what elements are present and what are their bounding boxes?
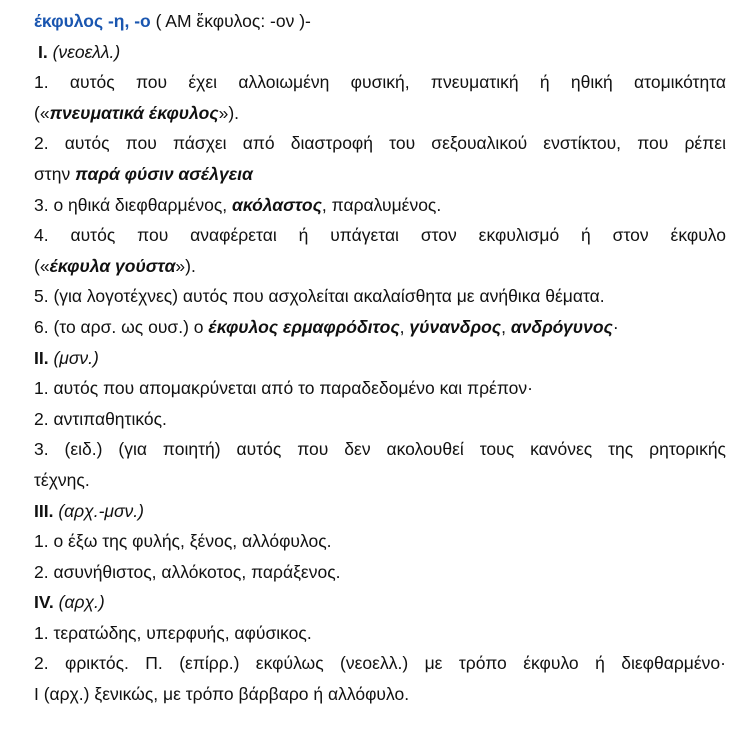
section-number: I. [38, 41, 48, 62]
definition-line [34, 251, 726, 282]
section-heading-3 [34, 496, 726, 527]
quote-close: »). [175, 255, 196, 276]
example-term: πνευματικά έκφυλος [49, 102, 219, 123]
definition-line: τέχνης. [34, 469, 90, 490]
example-term: ανδρόγυνος [510, 316, 613, 337]
example-term: παρά φύσιν ασέλγεια [75, 163, 253, 184]
entry-header [34, 6, 726, 37]
definition-line: 1. τερατώδης, υπερφυής, αφύσικος. [34, 622, 312, 643]
definition-line [34, 98, 726, 129]
example-term: έκφυλος ερμαφρόδιτος [208, 316, 400, 337]
definition-line: 2. ασυνήθιστος, αλλόκοτος, παράξενος. [34, 561, 341, 582]
definition-line: 1. ο έξω της φυλής, ξένος, αλλόφυλος. [34, 531, 332, 552]
separator: , [399, 316, 410, 337]
definition-line: 2. αντιπαθητικός. [34, 408, 167, 429]
section-label: (αρχ.) [58, 592, 105, 613]
definition-line: 2. αυτός που πάσχει από διαστροφή του σεξουαλικού ενστίκτου, που ρέπει [34, 133, 726, 154]
definition-text: 6. (το αρσ. ως ουσ.) ο [34, 316, 209, 337]
separator: · [612, 316, 619, 337]
definition-line: 5. (για λογοτέχνες) αυτός που ασχολείται ακαλαίσθητα με ανήθικα θέματα. [34, 286, 605, 307]
definition-text: στην [34, 163, 76, 184]
definition-line [34, 312, 726, 343]
entry-forms: ( ΑΜ ἔκφυλος: -ον )- [150, 11, 311, 31]
definition-line: 3. (ειδ.) (για ποιητή) αυτός που δεν ακολουθεί τους κανόνες της ρητορικής [34, 439, 726, 460]
quote-open: (« [34, 102, 50, 123]
section-heading-1 [34, 37, 726, 68]
example-term: έκφυλα γούστα [49, 255, 176, 276]
separator: , [501, 316, 511, 337]
section-number: III. [34, 500, 54, 521]
definition-line: Ι (αρχ.) ξενικώς, με τρόπο βάρβαρο ή αλλόφυλο. [34, 684, 410, 705]
definition-line: 4. αυτός που αναφέρεται ή υπάγεται στον εκφυλισμό ή στον έκφυλο [34, 225, 726, 246]
section-number: IV. [34, 592, 54, 613]
definition-line: 2. φρικτός. Π. (επίρρ.) εκφύλως (νεοελλ.) με τρόπο έκφυλο ή διεφθαρμένο· [34, 653, 726, 674]
section-label: (νεοελλ.) [52, 41, 121, 62]
section-heading-2 [34, 343, 726, 374]
quote-open: (« [34, 255, 50, 276]
definition-line [34, 159, 726, 190]
headword: έκφυλος -η, -ο [34, 11, 151, 31]
definition-text: 3. ο ηθικά διεφθαρμένος, [34, 194, 233, 215]
definition-text: , παραλυμένος. [321, 194, 442, 215]
example-term: γύνανδρος [409, 316, 502, 337]
section-label: (μσν.) [53, 347, 99, 368]
example-term: ακόλαστος [232, 194, 322, 215]
quote-close: »). [218, 102, 240, 123]
definition-line: 1. αυτός που απομακρύνεται από το παραδεδομένο και πρέπον· [34, 378, 533, 399]
definition-line: 1. αυτός που έχει αλλοιωμένη φυσική, πνευματική ή ηθική ατομικότητα [34, 72, 726, 93]
section-number: II. [34, 347, 49, 368]
definition-line [34, 190, 726, 221]
section-label: (αρχ.-μσν.) [58, 500, 144, 521]
section-heading-4 [34, 587, 726, 618]
